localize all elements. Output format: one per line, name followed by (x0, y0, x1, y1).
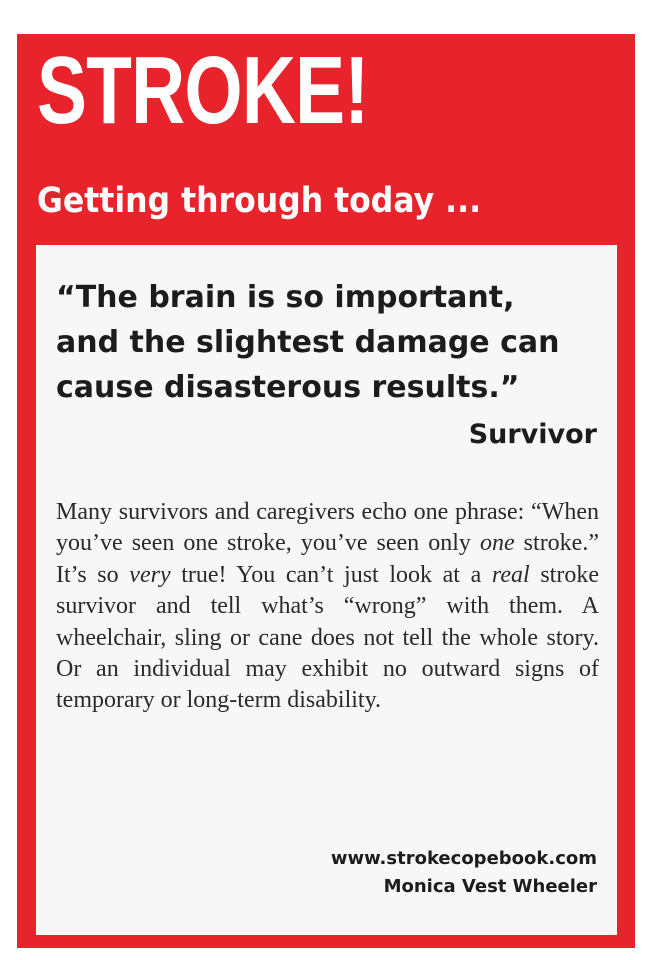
body-emphasis: one (479, 530, 515, 557)
body-segment: stroke survivor and tell what’s “wrong” with them. A wheelchair, sling or cane does not tell the whole story. Or an individual may exhibit no outward signs of temporary or long-term disability. (56, 561, 599, 714)
body-paragraph (56, 497, 599, 717)
stroke-card (17, 34, 635, 948)
card-subtitle: Getting through today ... (37, 181, 482, 221)
website-link[interactable]: www.strokecopebook.com (330, 848, 597, 869)
card-title: STROKE! (37, 37, 369, 144)
body-emphasis: real (491, 561, 530, 588)
credits (331, 845, 597, 901)
body-segment: Many survivors and caregivers echo one phrase: “When you’ve seen one stroke, you’ve seen only (56, 499, 599, 557)
body-segment: stroke.” It’s so (56, 530, 599, 588)
quote-line: “The brain is so important, (56, 280, 515, 315)
quote (56, 275, 616, 410)
author-name: Monica Vest Wheeler (383, 876, 597, 897)
body-segment: true! You can’t just look at a (170, 561, 492, 588)
quote-attribution: Survivor (468, 419, 597, 450)
quote-line: cause disasterous results.” (56, 370, 520, 405)
quote-line: and the slightest damage can (56, 325, 560, 360)
body-emphasis: very (129, 561, 171, 588)
content-panel (36, 245, 617, 935)
